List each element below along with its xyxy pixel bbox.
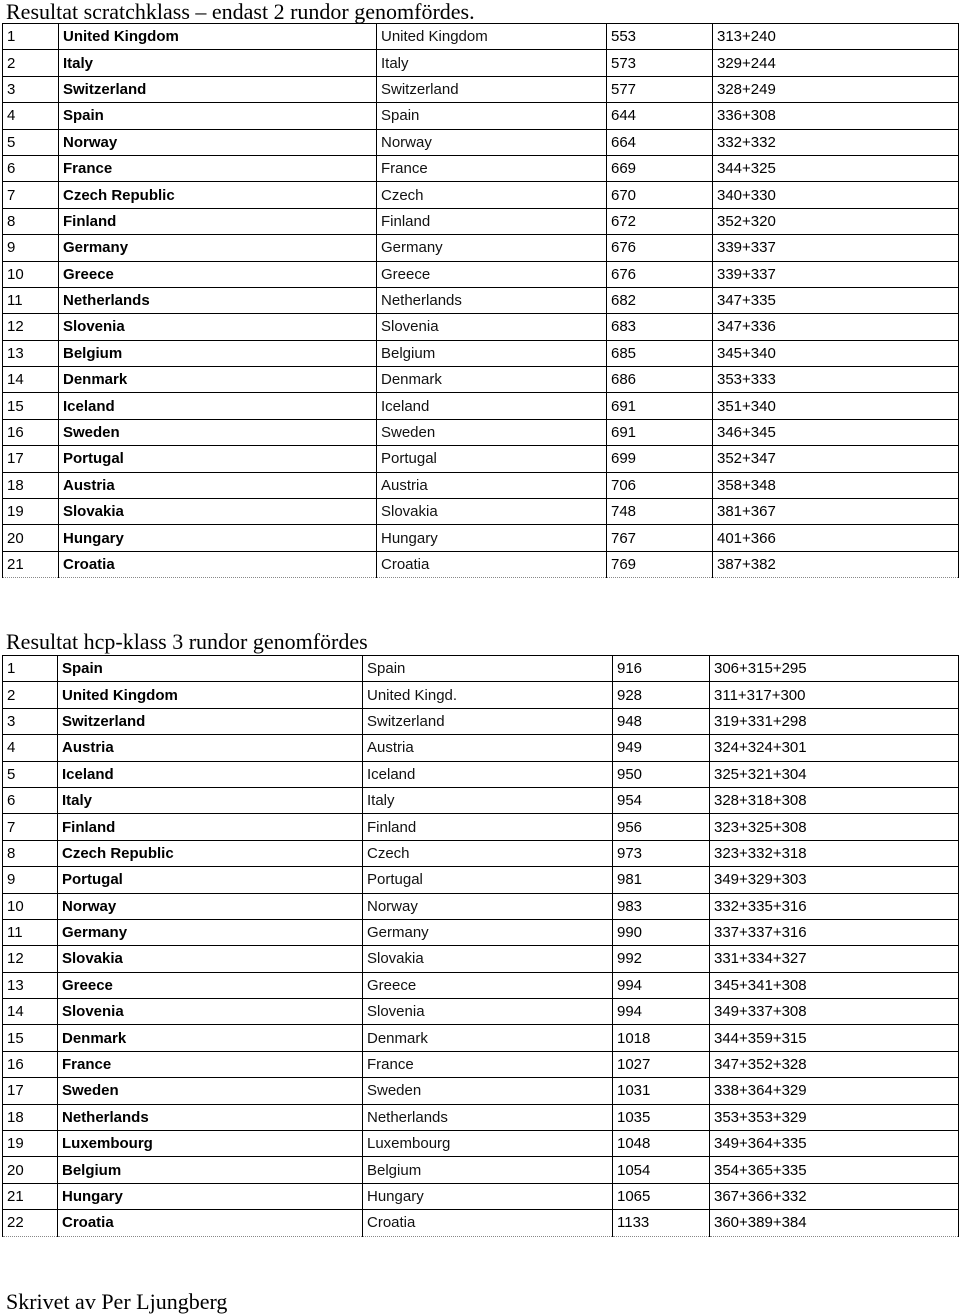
total-score-cell: 1048 <box>613 1131 710 1157</box>
round-scores-cell: 349+329+303 <box>710 867 959 893</box>
position-cell: 20 <box>3 1157 58 1183</box>
position-cell: 7 <box>3 182 59 208</box>
total-score-cell: 928 <box>613 682 710 708</box>
position-cell: 10 <box>3 261 59 287</box>
table-row <box>3 867 959 893</box>
table-row <box>3 893 959 919</box>
position-cell: 8 <box>3 840 58 866</box>
round-scores-cell: 344+359+315 <box>710 1025 959 1051</box>
table-row <box>3 472 959 498</box>
total-score-cell: 948 <box>613 708 710 734</box>
total-score-cell: 994 <box>613 999 710 1025</box>
total-score-cell: 670 <box>607 182 713 208</box>
team-name-cell: Germany <box>58 919 363 945</box>
round-scores-cell: 352+320 <box>713 208 959 234</box>
team-name-cell: Croatia <box>59 551 377 577</box>
table-row <box>3 235 959 261</box>
team-name-cell: Austria <box>58 735 363 761</box>
team-short-name-cell: United Kingd. <box>363 682 613 708</box>
round-scores-cell: 340+330 <box>713 182 959 208</box>
table-row <box>3 340 959 366</box>
team-name-cell: United Kingdom <box>59 24 377 50</box>
team-short-name-cell: Italy <box>377 50 607 76</box>
table-row <box>3 1210 959 1236</box>
table-row <box>3 656 959 682</box>
team-name-cell: Norway <box>58 893 363 919</box>
total-score-cell: 1065 <box>613 1183 710 1209</box>
position-cell: 9 <box>3 867 58 893</box>
team-short-name-cell: Belgium <box>377 340 607 366</box>
round-scores-cell: 319+331+298 <box>710 708 959 734</box>
team-short-name-cell: France <box>377 155 607 181</box>
team-name-cell: Finland <box>59 208 377 234</box>
table-row <box>3 1157 959 1183</box>
team-short-name-cell: Czech <box>377 182 607 208</box>
position-cell: 13 <box>3 972 58 998</box>
position-cell: 3 <box>3 76 59 102</box>
position-cell: 19 <box>3 499 59 525</box>
position-cell: 5 <box>3 129 59 155</box>
position-cell: 16 <box>3 419 59 445</box>
team-name-cell: Slovakia <box>58 946 363 972</box>
total-score-cell: 691 <box>607 393 713 419</box>
position-cell: 7 <box>3 814 58 840</box>
position-cell: 20 <box>3 525 59 551</box>
position-cell: 12 <box>3 314 59 340</box>
total-score-cell: 676 <box>607 261 713 287</box>
round-scores-cell: 347+352+328 <box>710 1051 959 1077</box>
team-short-name-cell: Belgium <box>363 1157 613 1183</box>
team-name-cell: Greece <box>59 261 377 287</box>
total-score-cell: 990 <box>613 919 710 945</box>
team-short-name-cell: Slovakia <box>363 946 613 972</box>
team-name-cell: Belgium <box>58 1157 363 1183</box>
team-name-cell: Netherlands <box>58 1104 363 1130</box>
table-row <box>3 682 959 708</box>
scratch-heading: Resultat scratchklass – endast 2 rundor genomfördes. <box>6 0 475 24</box>
position-cell: 2 <box>3 682 58 708</box>
team-short-name-cell: Czech <box>363 840 613 866</box>
table-row <box>3 24 959 50</box>
round-scores-cell: 346+345 <box>713 419 959 445</box>
total-score-cell: 748 <box>607 499 713 525</box>
table-row <box>3 287 959 313</box>
table-row <box>3 787 959 813</box>
table-row <box>3 1104 959 1130</box>
total-score-cell: 683 <box>607 314 713 340</box>
round-scores-cell: 367+366+332 <box>710 1183 959 1209</box>
hcp-heading: Resultat hcp-klass 3 rundor genomfördes <box>6 629 368 654</box>
team-short-name-cell: Greece <box>363 972 613 998</box>
position-cell: 17 <box>3 446 59 472</box>
position-cell: 19 <box>3 1131 58 1157</box>
round-scores-cell: 381+367 <box>713 499 959 525</box>
round-scores-cell: 401+366 <box>713 525 959 551</box>
total-score-cell: 1027 <box>613 1051 710 1077</box>
round-scores-cell: 354+365+335 <box>710 1157 959 1183</box>
position-cell: 3 <box>3 708 58 734</box>
total-score-cell: 672 <box>607 208 713 234</box>
round-scores-cell: 351+340 <box>713 393 959 419</box>
round-scores-cell: 344+325 <box>713 155 959 181</box>
team-short-name-cell: Slovenia <box>377 314 607 340</box>
table-row <box>3 840 959 866</box>
round-scores-cell: 338+364+329 <box>710 1078 959 1104</box>
position-cell: 13 <box>3 340 59 366</box>
team-name-cell: Italy <box>59 50 377 76</box>
total-score-cell: 699 <box>607 446 713 472</box>
table-row <box>3 261 959 287</box>
team-short-name-cell: Netherlands <box>363 1104 613 1130</box>
team-name-cell: France <box>59 155 377 181</box>
team-short-name-cell: Netherlands <box>377 287 607 313</box>
team-name-cell: Spain <box>59 103 377 129</box>
table-row <box>3 103 959 129</box>
team-name-cell: Switzerland <box>59 76 377 102</box>
table-row <box>3 208 959 234</box>
total-score-cell: 1133 <box>613 1210 710 1236</box>
team-short-name-cell: Norway <box>377 129 607 155</box>
total-score-cell: 767 <box>607 525 713 551</box>
table-row <box>3 946 959 972</box>
round-scores-cell: 329+244 <box>713 50 959 76</box>
position-cell: 14 <box>3 367 59 393</box>
table-row <box>3 551 959 577</box>
table-row <box>3 761 959 787</box>
team-name-cell: Germany <box>59 235 377 261</box>
round-scores-cell: 339+337 <box>713 261 959 287</box>
table-row <box>3 129 959 155</box>
team-short-name-cell: Croatia <box>363 1210 613 1236</box>
round-scores-cell: 387+382 <box>713 551 959 577</box>
table-row <box>3 1025 959 1051</box>
round-scores-cell: 353+333 <box>713 367 959 393</box>
team-name-cell: Iceland <box>58 761 363 787</box>
round-scores-cell: 360+389+384 <box>710 1210 959 1236</box>
total-score-cell: 669 <box>607 155 713 181</box>
team-name-cell: Sweden <box>59 419 377 445</box>
team-name-cell: Finland <box>58 814 363 840</box>
team-name-cell: Denmark <box>59 367 377 393</box>
total-score-cell: 573 <box>607 50 713 76</box>
team-short-name-cell: Slovenia <box>363 999 613 1025</box>
round-scores-cell: 331+334+327 <box>710 946 959 972</box>
team-name-cell: Hungary <box>59 525 377 551</box>
team-name-cell: Slovenia <box>59 314 377 340</box>
table-row <box>3 393 959 419</box>
total-score-cell: 981 <box>613 867 710 893</box>
team-short-name-cell: Slovakia <box>377 499 607 525</box>
total-score-cell: 553 <box>607 24 713 50</box>
total-score-cell: 994 <box>613 972 710 998</box>
total-score-cell: 1031 <box>613 1078 710 1104</box>
position-cell: 11 <box>3 287 59 313</box>
position-cell: 8 <box>3 208 59 234</box>
team-name-cell: Croatia <box>58 1210 363 1236</box>
table-row <box>3 999 959 1025</box>
team-short-name-cell: Iceland <box>377 393 607 419</box>
table-row <box>3 155 959 181</box>
team-name-cell: Hungary <box>58 1183 363 1209</box>
position-cell: 15 <box>3 393 59 419</box>
table-row <box>3 919 959 945</box>
total-score-cell: 676 <box>607 235 713 261</box>
table-row <box>3 182 959 208</box>
total-score-cell: 706 <box>607 472 713 498</box>
round-scores-cell: 345+340 <box>713 340 959 366</box>
team-name-cell: Iceland <box>59 393 377 419</box>
total-score-cell: 691 <box>607 419 713 445</box>
team-short-name-cell: Spain <box>363 656 613 682</box>
total-score-cell: 685 <box>607 340 713 366</box>
team-short-name-cell: Luxembourg <box>363 1131 613 1157</box>
team-name-cell: Portugal <box>59 446 377 472</box>
table-row <box>3 314 959 340</box>
round-scores-cell: 328+318+308 <box>710 787 959 813</box>
round-scores-cell: 352+347 <box>713 446 959 472</box>
total-score-cell: 973 <box>613 840 710 866</box>
team-name-cell: Czech Republic <box>59 182 377 208</box>
team-name-cell: France <box>58 1051 363 1077</box>
author-footer: Skrivet av Per Ljungberg <box>6 1289 228 1314</box>
team-short-name-cell: Switzerland <box>377 76 607 102</box>
round-scores-cell: 337+337+316 <box>710 919 959 945</box>
table-row <box>3 735 959 761</box>
total-score-cell: 983 <box>613 893 710 919</box>
position-cell: 11 <box>3 919 58 945</box>
table-row <box>3 76 959 102</box>
hcp-results-table <box>2 655 959 1237</box>
table-row <box>3 1078 959 1104</box>
position-cell: 9 <box>3 235 59 261</box>
team-name-cell: Luxembourg <box>58 1131 363 1157</box>
total-score-cell: 956 <box>613 814 710 840</box>
team-name-cell: Netherlands <box>59 287 377 313</box>
position-cell: 10 <box>3 893 58 919</box>
position-cell: 18 <box>3 1104 58 1130</box>
team-short-name-cell: Finland <box>377 208 607 234</box>
total-score-cell: 686 <box>607 367 713 393</box>
table-row <box>3 446 959 472</box>
team-short-name-cell: Switzerland <box>363 708 613 734</box>
position-cell: 21 <box>3 1183 58 1209</box>
table-row <box>3 50 959 76</box>
team-short-name-cell: Croatia <box>377 551 607 577</box>
position-cell: 1 <box>3 24 59 50</box>
table-row <box>3 1183 959 1209</box>
total-score-cell: 992 <box>613 946 710 972</box>
team-short-name-cell: Italy <box>363 787 613 813</box>
total-score-cell: 950 <box>613 761 710 787</box>
round-scores-cell: 349+364+335 <box>710 1131 959 1157</box>
position-cell: 18 <box>3 472 59 498</box>
table-row <box>3 367 959 393</box>
round-scores-cell: 349+337+308 <box>710 999 959 1025</box>
team-short-name-cell: Germany <box>363 919 613 945</box>
position-cell: 4 <box>3 103 59 129</box>
position-cell: 2 <box>3 50 59 76</box>
total-score-cell: 949 <box>613 735 710 761</box>
position-cell: 4 <box>3 735 58 761</box>
team-short-name-cell: France <box>363 1051 613 1077</box>
team-short-name-cell: Sweden <box>377 419 607 445</box>
team-short-name-cell: Portugal <box>377 446 607 472</box>
team-short-name-cell: Portugal <box>363 867 613 893</box>
position-cell: 14 <box>3 999 58 1025</box>
team-short-name-cell: Denmark <box>377 367 607 393</box>
team-short-name-cell: Spain <box>377 103 607 129</box>
table-row <box>3 525 959 551</box>
team-name-cell: Sweden <box>58 1078 363 1104</box>
team-name-cell: Austria <box>59 472 377 498</box>
total-score-cell: 664 <box>607 129 713 155</box>
total-score-cell: 769 <box>607 551 713 577</box>
team-short-name-cell: United Kingdom <box>377 24 607 50</box>
total-score-cell: 682 <box>607 287 713 313</box>
total-score-cell: 1018 <box>613 1025 710 1051</box>
position-cell: 6 <box>3 155 59 181</box>
team-short-name-cell: Germany <box>377 235 607 261</box>
team-short-name-cell: Norway <box>363 893 613 919</box>
team-short-name-cell: Denmark <box>363 1025 613 1051</box>
team-name-cell: Portugal <box>58 867 363 893</box>
position-cell: 6 <box>3 787 58 813</box>
round-scores-cell: 324+324+301 <box>710 735 959 761</box>
team-name-cell: Belgium <box>59 340 377 366</box>
total-score-cell: 577 <box>607 76 713 102</box>
round-scores-cell: 358+348 <box>713 472 959 498</box>
scratch-results-table <box>2 23 959 578</box>
round-scores-cell: 332+332 <box>713 129 959 155</box>
total-score-cell: 1054 <box>613 1157 710 1183</box>
position-cell: 21 <box>3 551 59 577</box>
team-short-name-cell: Sweden <box>363 1078 613 1104</box>
round-scores-cell: 347+335 <box>713 287 959 313</box>
team-name-cell: Denmark <box>58 1025 363 1051</box>
team-short-name-cell: Hungary <box>377 525 607 551</box>
table-row <box>3 499 959 525</box>
team-short-name-cell: Austria <box>377 472 607 498</box>
table-row <box>3 708 959 734</box>
round-scores-cell: 336+308 <box>713 103 959 129</box>
position-cell: 16 <box>3 1051 58 1077</box>
team-name-cell: Slovakia <box>59 499 377 525</box>
total-score-cell: 954 <box>613 787 710 813</box>
team-short-name-cell: Iceland <box>363 761 613 787</box>
round-scores-cell: 313+240 <box>713 24 959 50</box>
team-name-cell: Czech Republic <box>58 840 363 866</box>
round-scores-cell: 311+317+300 <box>710 682 959 708</box>
team-name-cell: Slovenia <box>58 999 363 1025</box>
position-cell: 5 <box>3 761 58 787</box>
table-row <box>3 972 959 998</box>
position-cell: 15 <box>3 1025 58 1051</box>
team-name-cell: Greece <box>58 972 363 998</box>
total-score-cell: 916 <box>613 656 710 682</box>
total-score-cell: 1035 <box>613 1104 710 1130</box>
round-scores-cell: 325+321+304 <box>710 761 959 787</box>
total-score-cell: 644 <box>607 103 713 129</box>
team-short-name-cell: Greece <box>377 261 607 287</box>
table-row <box>3 1051 959 1077</box>
team-short-name-cell: Hungary <box>363 1183 613 1209</box>
team-short-name-cell: Austria <box>363 735 613 761</box>
team-name-cell: Spain <box>58 656 363 682</box>
round-scores-cell: 323+325+308 <box>710 814 959 840</box>
table-row <box>3 814 959 840</box>
position-cell: 1 <box>3 656 58 682</box>
round-scores-cell: 339+337 <box>713 235 959 261</box>
round-scores-cell: 332+335+316 <box>710 893 959 919</box>
position-cell: 17 <box>3 1078 58 1104</box>
team-name-cell: United Kingdom <box>58 682 363 708</box>
round-scores-cell: 353+353+329 <box>710 1104 959 1130</box>
position-cell: 22 <box>3 1210 58 1236</box>
team-name-cell: Switzerland <box>58 708 363 734</box>
round-scores-cell: 328+249 <box>713 76 959 102</box>
round-scores-cell: 306+315+295 <box>710 656 959 682</box>
round-scores-cell: 347+336 <box>713 314 959 340</box>
round-scores-cell: 323+332+318 <box>710 840 959 866</box>
table-row <box>3 419 959 445</box>
table-row <box>3 1131 959 1157</box>
team-short-name-cell: Finland <box>363 814 613 840</box>
team-name-cell: Italy <box>58 787 363 813</box>
position-cell: 12 <box>3 946 58 972</box>
round-scores-cell: 345+341+308 <box>710 972 959 998</box>
team-name-cell: Norway <box>59 129 377 155</box>
